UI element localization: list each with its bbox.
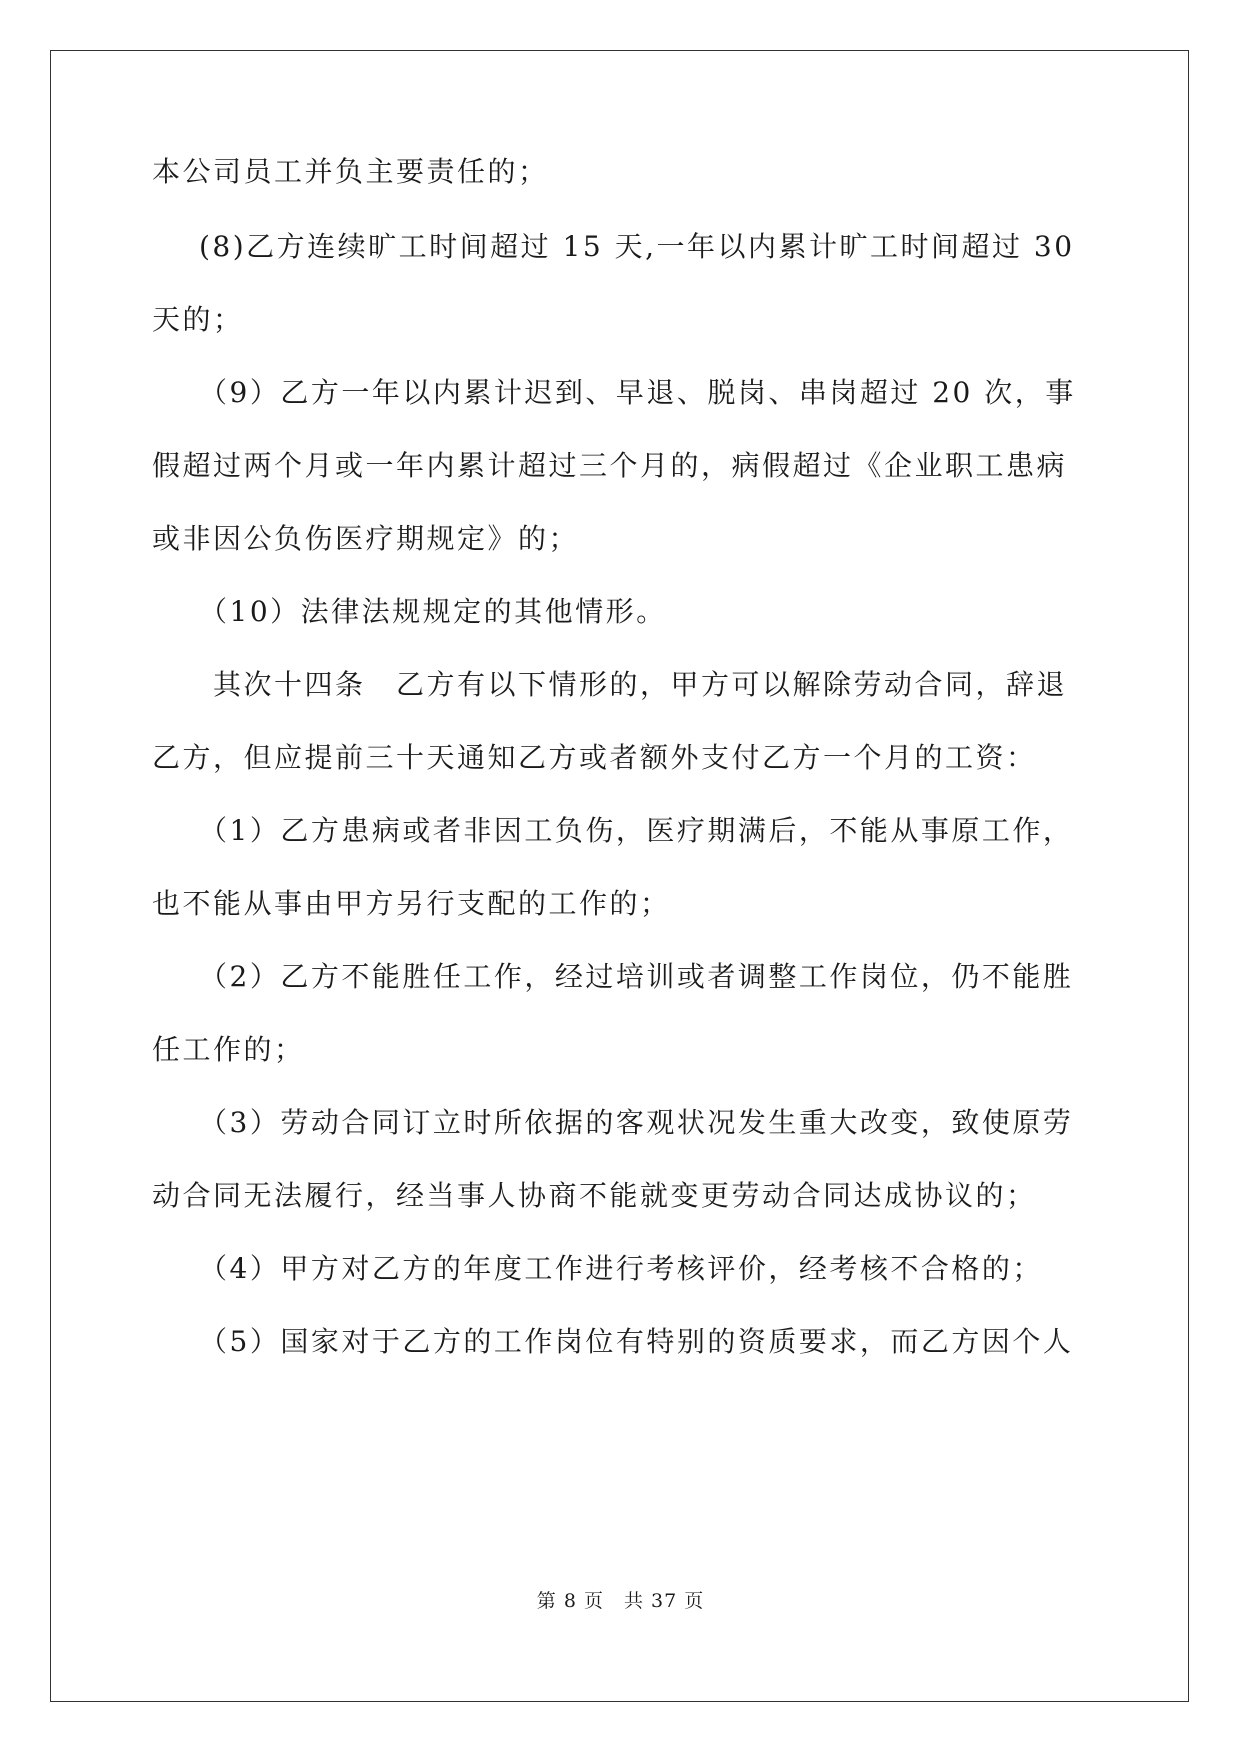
text-line: （2）乙方不能胜任工作，经过培训或者调整工作岗位，仍不能胜 [199, 960, 1074, 993]
page-footer: 第 8 页 共 37 页 [536, 1590, 705, 1612]
text-line: 或非因公负伤医疗期规定》的； [152, 522, 580, 555]
text-line: 天的； [152, 303, 244, 336]
text-line: 任工作的； [152, 1033, 305, 1066]
text-line: （1）乙方患病或者非因工负伤，医疗期满后，不能从事原工作， [199, 814, 1074, 847]
text-line: （10）法律法规规定的其他情形。 [199, 595, 667, 628]
text-line: （5）国家对于乙方的工作岗位有特别的资质要求，而乙方因个人 [199, 1325, 1074, 1358]
text-line: (8)乙方连续旷工时间超过 15 天,一年以内累计旷工时间超过 30 [199, 230, 1075, 263]
page-frame [50, 50, 1189, 1702]
text-line: 动合同无法履行，经当事人协商不能就变更劳动合同达成协议的； [152, 1179, 1037, 1212]
text-line: 其次十四条 乙方有以下情形的，甲方可以解除劳动合同，辞退 [213, 668, 1068, 701]
text-line: 也不能从事由甲方另行支配的工作的； [152, 887, 671, 920]
text-line: 乙方，但应提前三十天通知乙方或者额外支付乙方一个月的工资： [152, 741, 1037, 774]
text-line: （3）劳动合同订立时所依据的客观状况发生重大改变，致使原劳 [199, 1106, 1074, 1139]
text-line: 假超过两个月或一年内累计超过三个月的，病假超过《企业职工患病 [152, 449, 1068, 482]
text-line: 本公司员工并负主要责任的； [152, 155, 549, 188]
text-line: （9）乙方一年以内累计迟到、早退、脱岗、串岗超过 20 次，事 [199, 376, 1076, 409]
text-line: （4）甲方对乙方的年度工作进行考核评价，经考核不合格的； [199, 1252, 1043, 1285]
